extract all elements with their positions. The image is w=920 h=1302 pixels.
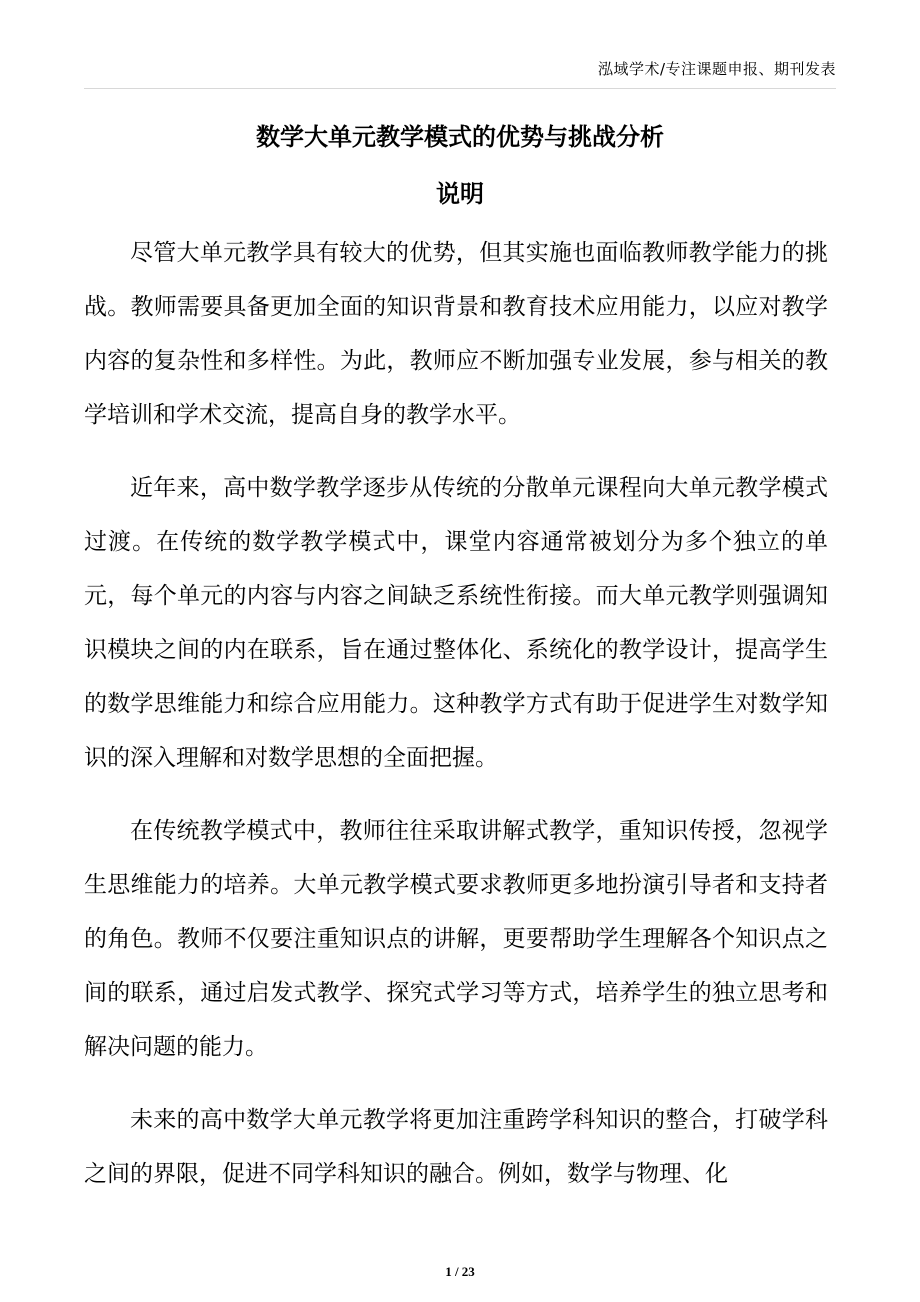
paragraph-1: 尽管大单元教学具有较大的优势，但其实施也面临教师教学能力的挑战。教师需要具备更加全面的知识背景和教育技术应用能力，以应对教学内容的复杂性和多样性。为此，教师应不断加强专业发展，参与相关的教学培训和学术交流，提高自身的教学水平。 [84,240,828,428]
section-heading: 说明 [436,180,484,208]
header-divider [84,88,836,89]
page-number: 1 / 23 [445,1264,475,1279]
paragraph-2: 近年来，高中数学教学逐步从传统的分散单元课程向大单元教学模式过渡。在传统的数学教学模式中，课堂内容通常被划分为多个独立的单元，每个单元的内容与内容之间缺乏系统性衔接。而大单元教学则强调知识模块之间的内在联系，旨在通过整体化、系统化的教学设计，提高学生的数学思维能力和综合应用能力。这种教学方式有助于促进学生对数学知识的深入理解和对数学思想的全面把握。 [84,475,828,771]
paragraph-4: 未来的高中数学大单元教学将更加注重跨学科知识的整合，打破学科之间的界限，促进不同学科知识的融合。例如，数学与物理、化 [84,1107,828,1187]
document-title: 数学大单元教学模式的优势与挑战分析 [256,123,664,151]
paragraph-3: 在传统教学模式中，教师往往采取讲解式教学，重知识传授，忽视学生思维能力的培养。大单元教学模式要求教师更多地扮演引导者和支持者的角色。教师不仅要注重知识点的讲解，更要帮助学生理解各个知识点之间的联系，通过启发式教学、探究式学习等方式，培养学生的独立思考和解决问题的能力。 [84,818,828,1060]
header-note: 泓域学术/专注课题申报、期刊发表 [597,60,836,78]
document-body [84,226,828,1220]
